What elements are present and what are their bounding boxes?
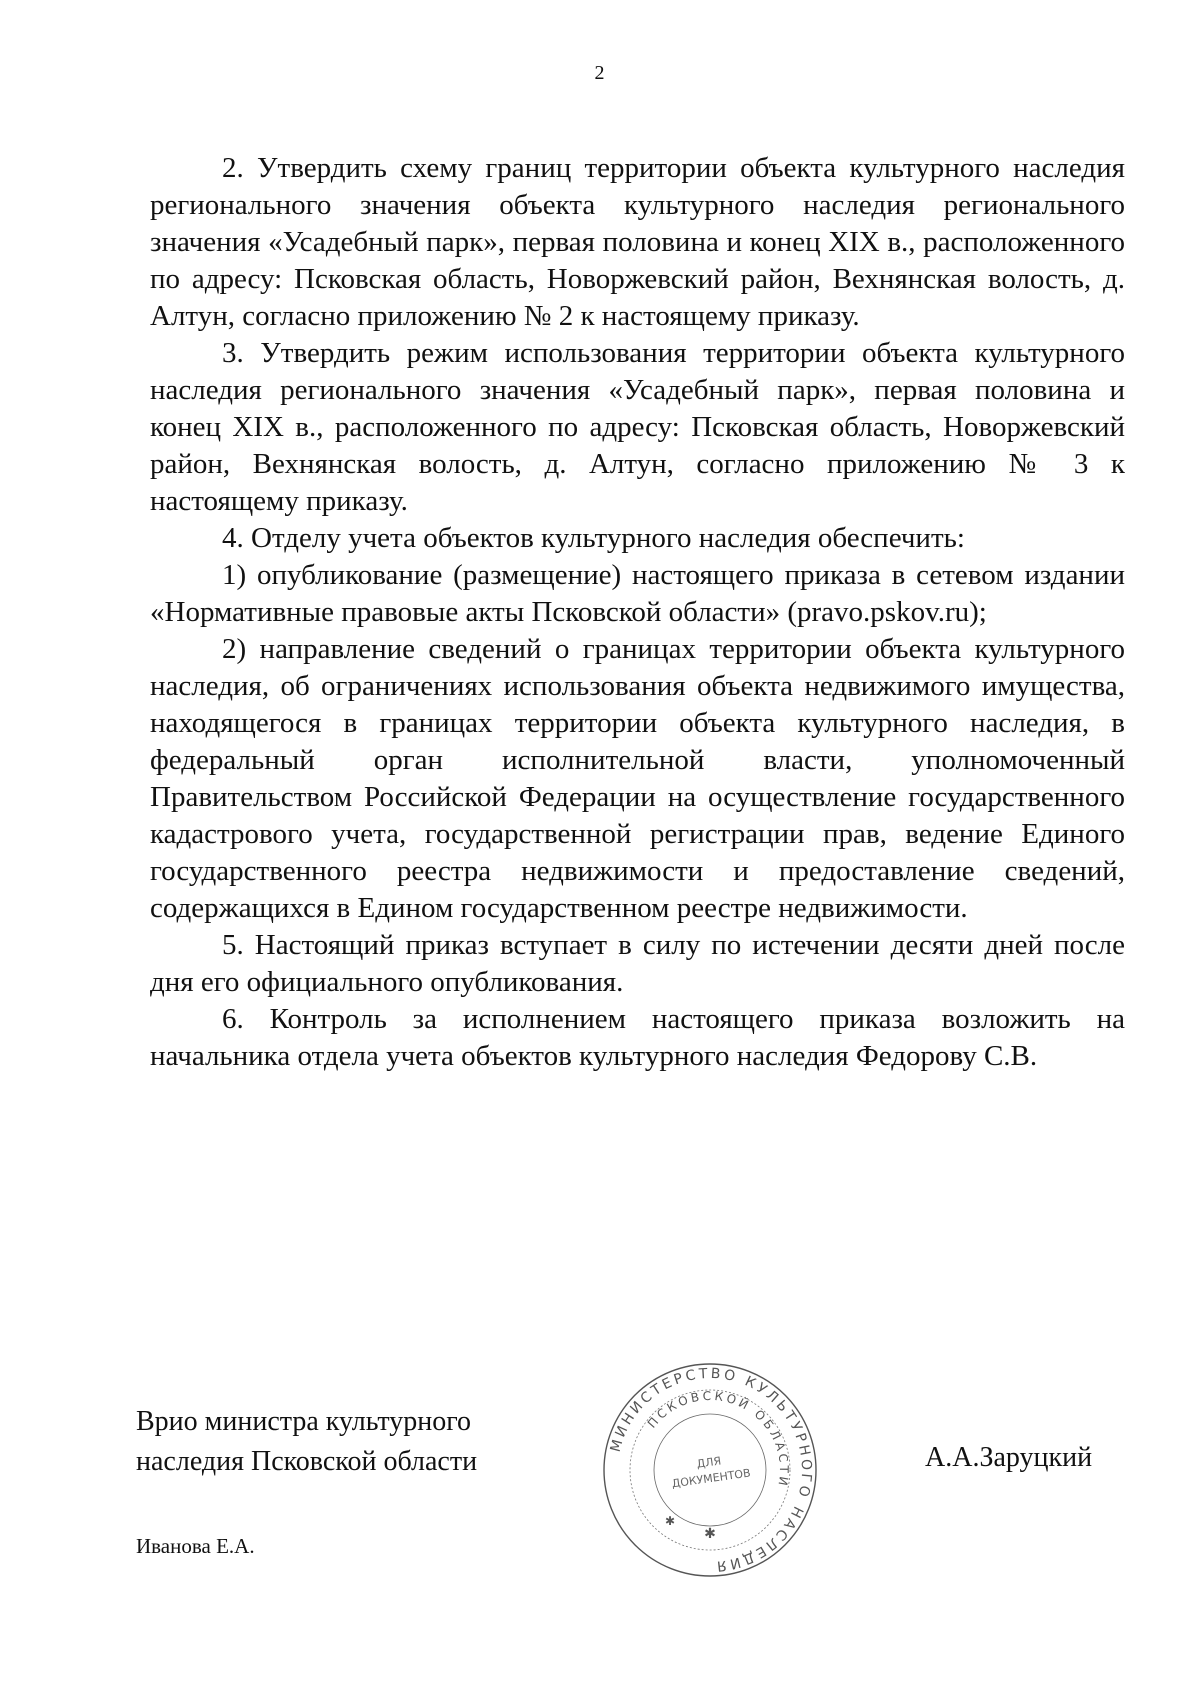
seal-outer-text: МИНИСТЕРСТВО КУЛЬТУРНОГО НАСЛЕДИЯ bbox=[607, 1365, 815, 1575]
seal-center-line2: ДОКУМЕНТОВ bbox=[670, 1466, 752, 1491]
seal-center-line1: ДЛЯ bbox=[695, 1454, 722, 1471]
signatory-name: А.А.Заруцкий bbox=[925, 1442, 1093, 1473]
signatory-position-line1: Врио министра культурного bbox=[136, 1406, 472, 1437]
seal-star-icon-left: ✱ bbox=[664, 1514, 676, 1528]
signatory-position bbox=[136, 1402, 477, 1482]
official-seal bbox=[600, 1360, 820, 1580]
paragraph-6: 6. Контроль за исполнением настоящего приказа возложить на начальника отдела учета объектов культурного наследия Федорову С.В. bbox=[150, 1003, 1125, 1072]
seal-star-icon: ✱ bbox=[704, 1526, 716, 1542]
paragraph-4: 4. Отделу учета объектов культурного наследия обеспечить: bbox=[222, 522, 965, 554]
paragraph-4-1: 1) опубликование (размещение) настоящего приказа в сетевом издании «Нормативные правовые акты Псковской области» (pravo.pskov.ru); bbox=[150, 559, 1125, 628]
seal-inner-text: ПСКОВСКОЙ ОБЛАСТИ bbox=[644, 1388, 792, 1490]
paragraph-4-2: 2) направление сведений о границах территории объекта культурного наследия, об ограничениях использования объекта недвижимого имущества, находящегося в границах территории объекта культурного наследия, в федеральный орган исполнительной власти, уполномоченный Правительством Российской Федерации на осуществление государственного кадастрового учета, государственной регистрации прав, ведение Единого государственного реестра недвижимости и предоставление сведений, содержащихся в Едином государственном реестре недвижимости. bbox=[150, 633, 1125, 924]
executor-name: Иванова Е.А. bbox=[136, 1534, 255, 1558]
document-body bbox=[150, 150, 1125, 1075]
paragraph-5: 5. Настоящий приказ вступает в силу по истечении десяти дней после дня его официального опубликования. bbox=[150, 929, 1125, 998]
signatory-position-line2: наследия Псковской области bbox=[136, 1446, 478, 1477]
page-number: 2 bbox=[594, 62, 606, 84]
paragraph-2: 2. Утвердить схему границ территории объекта культурного наследия регионального значения объекта культурного наследия регионального значения «Усадебный парк», первая половина и конец XIX в., расположенного по адресу: Псковская область, Новоржевский район, Вехнянская волость, д. Алтун, согласно приложению № 2 к настоящему приказу. bbox=[150, 152, 1125, 332]
paragraph-3: 3. Утвердить режим использования территории объекта культурного наследия регионального значения «Усадебный парк», первая половина и конец XIX в., расположенного по адресу: Псковская область, Новоржевский район, Вехнянская волость, д. Алтун, согласно приложению № 3 к настоящему приказу. bbox=[150, 337, 1125, 517]
